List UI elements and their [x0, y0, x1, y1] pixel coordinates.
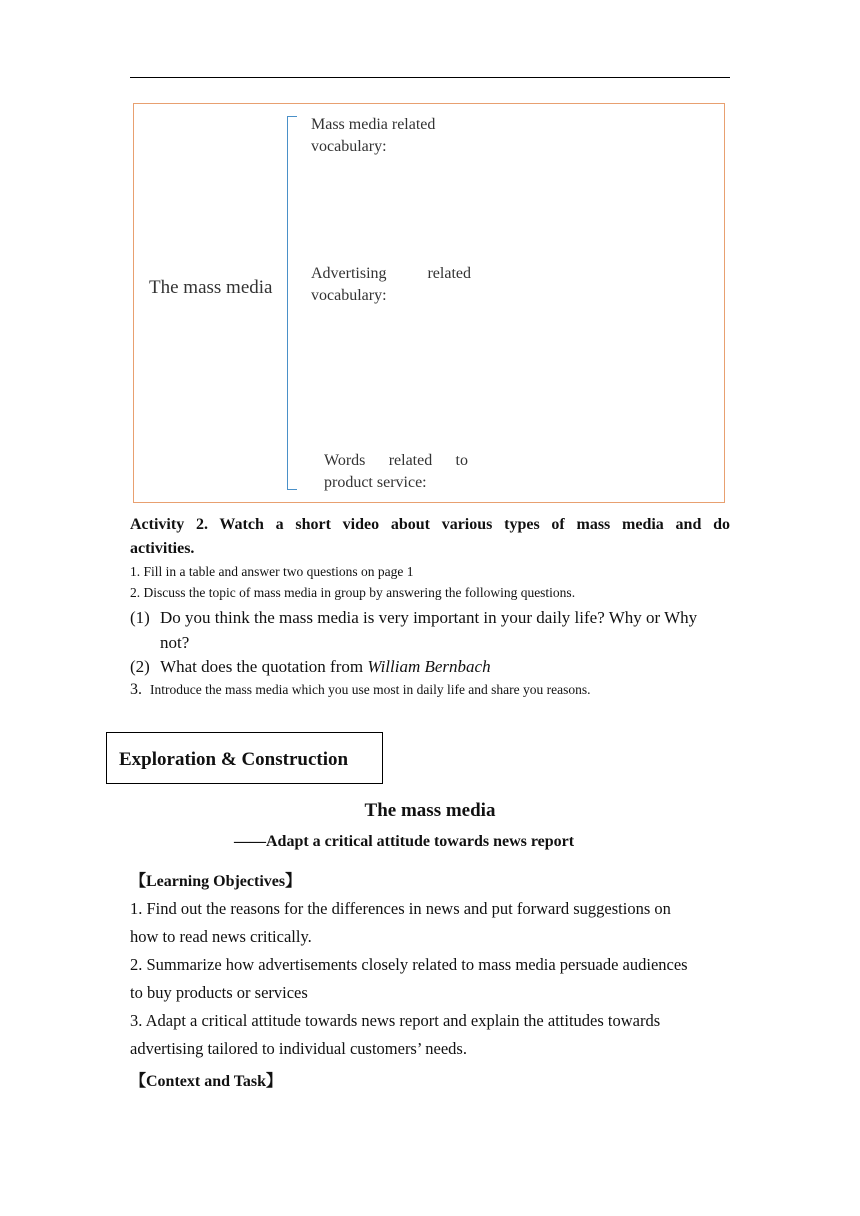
item-number: 3. [130, 681, 142, 698]
item-text: Introduce the mass media which you use most in daily life and share you reasons. [150, 682, 591, 697]
branch-label: vocabulary: [311, 287, 387, 304]
branch-label: vocabulary: [311, 138, 387, 155]
branch-advertising-vocabulary [311, 263, 471, 307]
section-title: The mass media [364, 800, 496, 821]
activity-item-1: 1. Fill in a table and answer two questions on page 1 [130, 564, 414, 579]
mind-map-root: The mass media [149, 277, 273, 298]
objective-3-line-2: advertising tailored to individual customers’ needs. [130, 1039, 467, 1058]
activity-item-3 [130, 681, 591, 699]
section-label-box [106, 732, 383, 784]
activity-2-heading [130, 513, 730, 561]
section-label: Exploration & Construction [119, 749, 349, 770]
objective-1-line-1: 1. Find out the reasons for the differences in news and put forward suggestions on [130, 899, 671, 918]
question-2 [130, 657, 491, 677]
question-number: (2) [130, 657, 150, 676]
activity-title: activities. [130, 540, 195, 557]
activity-item-2: 2. Discuss the topic of mass media in group by answering the following questions. [130, 585, 576, 600]
objective-2-line-2: to buy products or services [130, 983, 308, 1002]
question-text: What does the quotation from [160, 657, 368, 676]
branch-product-service-words [324, 450, 468, 494]
context-task-heading: 【Context and Task】 [130, 1073, 283, 1090]
branch-mass-media-vocabulary [311, 114, 435, 158]
branch-label: Words related to [324, 452, 468, 469]
objective-2-line-1: 2. Summarize how advertisements closely related to mass media persuade audiences [130, 955, 688, 974]
question-text: Do you think the mass media is very important in your daily life? Why or Why not? [160, 608, 698, 652]
quoted-person: William Bernbach [367, 657, 491, 676]
mind-map-diagram [133, 103, 725, 503]
objective-3-line-1: 3. Adapt a critical attitude towards news report and explain the attitudes towards [130, 1011, 661, 1030]
branch-label: Mass media related [311, 116, 436, 133]
section-subtitle: ——Adapt a critical attitude towards news report [234, 833, 575, 850]
header-rule [130, 77, 730, 78]
activity-title: Activity 2. Watch a short video about various types of mass media and do [130, 516, 730, 533]
bracket-connector [287, 116, 297, 490]
question-1 [130, 605, 730, 655]
question-number: (1) [130, 608, 150, 627]
branch-label: product service: [324, 474, 427, 491]
branch-label: Advertising related [311, 265, 471, 282]
objective-1-line-2: how to read news critically. [130, 927, 312, 946]
learning-objectives-heading: 【Learning Objectives】 [130, 873, 302, 890]
